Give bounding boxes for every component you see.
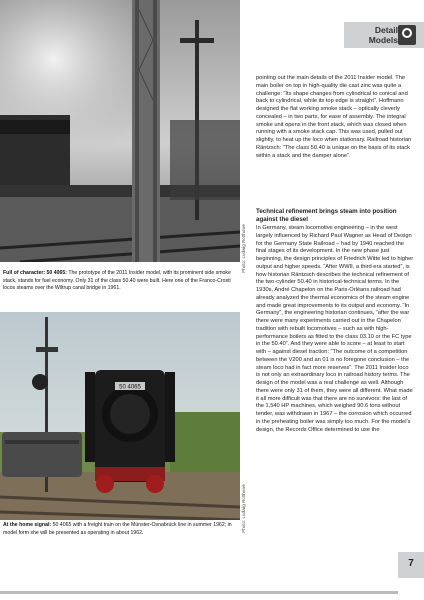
page-number: 7 xyxy=(408,558,414,569)
caption-text: 50 4065 with a freight train on the Münster-Osnabrück line in summer 1962; in model form she will be presented as operating in about 1962. xyxy=(3,522,232,536)
footer-rule xyxy=(0,591,398,594)
section-title: Detail Models xyxy=(368,25,398,45)
caption-text: The prototype of the 2011 Insider model, with its prominent side smoke stack, stands for fuel economy. Only 31 of the class 50.40 were built. Here one of the Franco-Crosti locos steams over the Wiltrup canal bridge in 1961. xyxy=(3,270,231,292)
photo-credit: Photo: Ludwig Rotthowe xyxy=(241,484,246,533)
photo-top-locomotive-bridge xyxy=(0,0,240,262)
magnifier-logo-icon xyxy=(398,25,416,45)
photo-credit: Photo: Ludwig Rotthowe xyxy=(241,224,246,273)
page-number-box xyxy=(398,552,424,578)
photo-caption xyxy=(3,270,235,293)
locomotive-number-plate: 50 4065 xyxy=(119,384,141,391)
photo-bottom-locomotive-signal xyxy=(0,312,240,520)
section-header xyxy=(344,22,424,48)
article-subheading: Technical refinement brings steam into position against the diesel xyxy=(256,208,397,223)
caption-lead: At the home signal: xyxy=(3,522,52,528)
caption-lead: Full of character: 50 4065: xyxy=(3,270,68,276)
article-paragraph: pointing out the main details of the 2011 Insider model. The main boiler on top in high-quality die cast zinc was quite a challenge: “Its shape changes from cylindrical to conical and back to cylindrical, while its top edge is straight”. Hoffmann designed the flat working smoke stack – optically cleverly concealed – in two parts, for ease of assembly. The integral smoke unit opens in the front stack, which was closed when running with a smoke stack cap. This was used, pulled out slightly, to heat up the loco when stationary. Railroad historian Räntzsch: “The class 50.40 is unique on the basis of its stack within a stack and the damper alone”. xyxy=(256,75,412,159)
photo-caption xyxy=(3,522,235,537)
article-paragraph: In Germany, steam locomotive engineering – in the west largely influenced by Richard Paul Wagner as Head of Design for the Germany State Railroad – had by 1940 reached the final stages of its development. In the new phase just beginning, the design principles of Friedrich Witte led to higher output and higher speeds. “After WWII, a third era started”, is how historian Räntzsch describes the technical refinement of the two-cylinder 50.40 in historical-technical terms. In the 1930s, André Chapelon on the Paris-Orléans railroad had already analyzed the thermal economics of the steam engine and made great improvements to its output and economy. “In Germany”, the engineering historian continues, “after the war there were many experiments carried out in the Chapelon tradition with rebuilt locomotives – such as with high-performance boilers as fitted to the class 03.10 or the FC type in the 50.40”. And they were able to score – at least to start with – against diesel traction: “The outcome of a competition between the V200 and an 01 is no foregone conclusion – the steam loco had in fact more reserves”. The 2011 Insider loco is not only an extraordinary loco in railroad history terms. The design of the model was a real challenge as well. Although there were only 31 of them, they were all different. What made it all more difficult was that there are no survivors: the last of the 1,540 HP machines, which weighed 90.6 tons without tender, was withdrawn in 1967 – the corrosion which occurred in the preheating boiler was simply too much. For the model’s design, the Records Office determined to use the xyxy=(256,225,414,433)
